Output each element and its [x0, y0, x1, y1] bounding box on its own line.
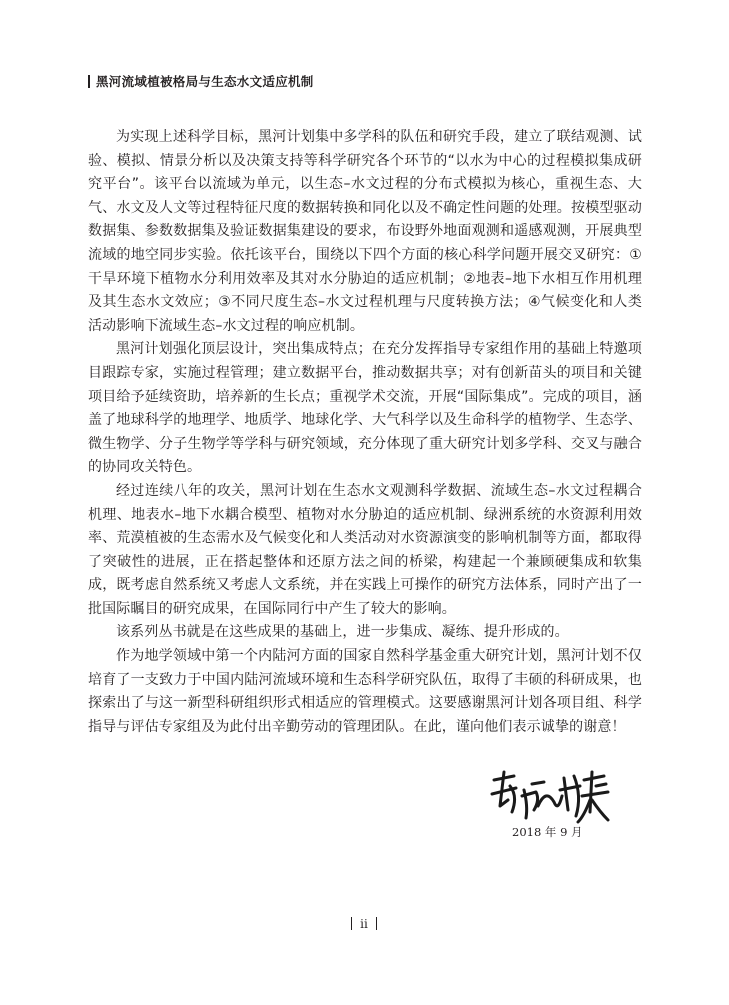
page-number-left-bar	[351, 917, 353, 930]
page-number	[340, 917, 388, 931]
paragraph-1: 为实现上述科学目标，黑河计划集中多学科的队伍和研究手段，建立了联结观测、试验、模拟、情景分析以及决策支持等科学研究各个环节的“以水为中心的过程模拟集成研究平台”。该平台以流域为单元，以生态–水文过程的分布式模拟为核心，重视生态、大气、水文及人文等过程特征尺度的数据转换和同化以及不确定性问题的处理。按模型驱动数据集、参数数据集及验证数据集建设的要求，布设野外地面观测和遥感观测，开展典型流域的地空同步实验。依托该平台，围绕以下四个方面的核心科学问题开展交叉研究：①干旱环境下植物水分利用效率及其对水分胁迫的适应机制；②地表–地下水相互作用机理及其生态水文效应；③不同尺度生态–水文过程机理与尺度转换方法；④气候变化和人类活动影响下流域生态–水文过程的响应机制。	[88, 129, 642, 334]
date: 2018 年 9 月	[512, 825, 583, 839]
paragraph-2: 黑河计划强化顶层设计，突出集成特点；在充分发挥指导专家组作用的基础上特邀项目跟踪专家，实施过程管理；建立数据平台，推动数据共享；对有创新苗头的项目和关键项目给予延续资助，培养新的生长点；重视学术交流，开展“国际集成”。完成的项目，涵盖了地球科学的地理学、地质学、地球化学、大气科学以及生命科学的植物学、生态学、微生物学、分子生物学等学科与研究领域，充分体现了重大研究计划多学科、交叉与融合的协同攻关特色。	[88, 341, 642, 476]
running-header	[88, 72, 314, 90]
paragraph-3: 经过连续八年的攻关，黑河计划在生态水文观测科学数据、流域生态–水文过程耦合机理、地表水–地下水耦合模型、植物对水分胁迫的适应机制、绿洲系统的水资源利用效率、荒漠植被的生态需水及气候变化和人类活动对水资源演变的影响机制等方面，都取得了突破性的进展，正在搭起整体和还原方法之间的桥梁，构建起一个兼顾硬集成和软集成，既考虑自然系统又考虑人文系统，并在实践上可操作的研究方法体系，同时产出了一批国际瞩目的研究成果，在国际同行中产生了较大的影响。	[88, 482, 642, 617]
page-number-right-bar	[376, 917, 378, 930]
header-bar	[88, 75, 90, 88]
body-text	[88, 126, 642, 739]
paragraph-4: 该系列丛书就是在这些成果的基础上，进一步集成、凝练、提升形成的。	[116, 624, 569, 641]
paragraph-5: 作为地学领域中第一个内陆河方面的国家自然科学基金重大研究计划，黑河计划不仅培育了一支致力于中国内陆河流域环境和生态科学研究队伍，取得了丰硕的科研成果，也探索出了与这一新型科研组织形式相适应的管理模式。这要感谢黑河计划各项目组、科学指导与评估专家组及为此付出辛勤劳动的管理团队。在此，谨向他们表示诚挚的谢意！	[88, 648, 642, 735]
header-title: 黑河流域植被格局与生态水文适应机制	[96, 74, 314, 89]
page-number-value: ii	[360, 917, 368, 931]
